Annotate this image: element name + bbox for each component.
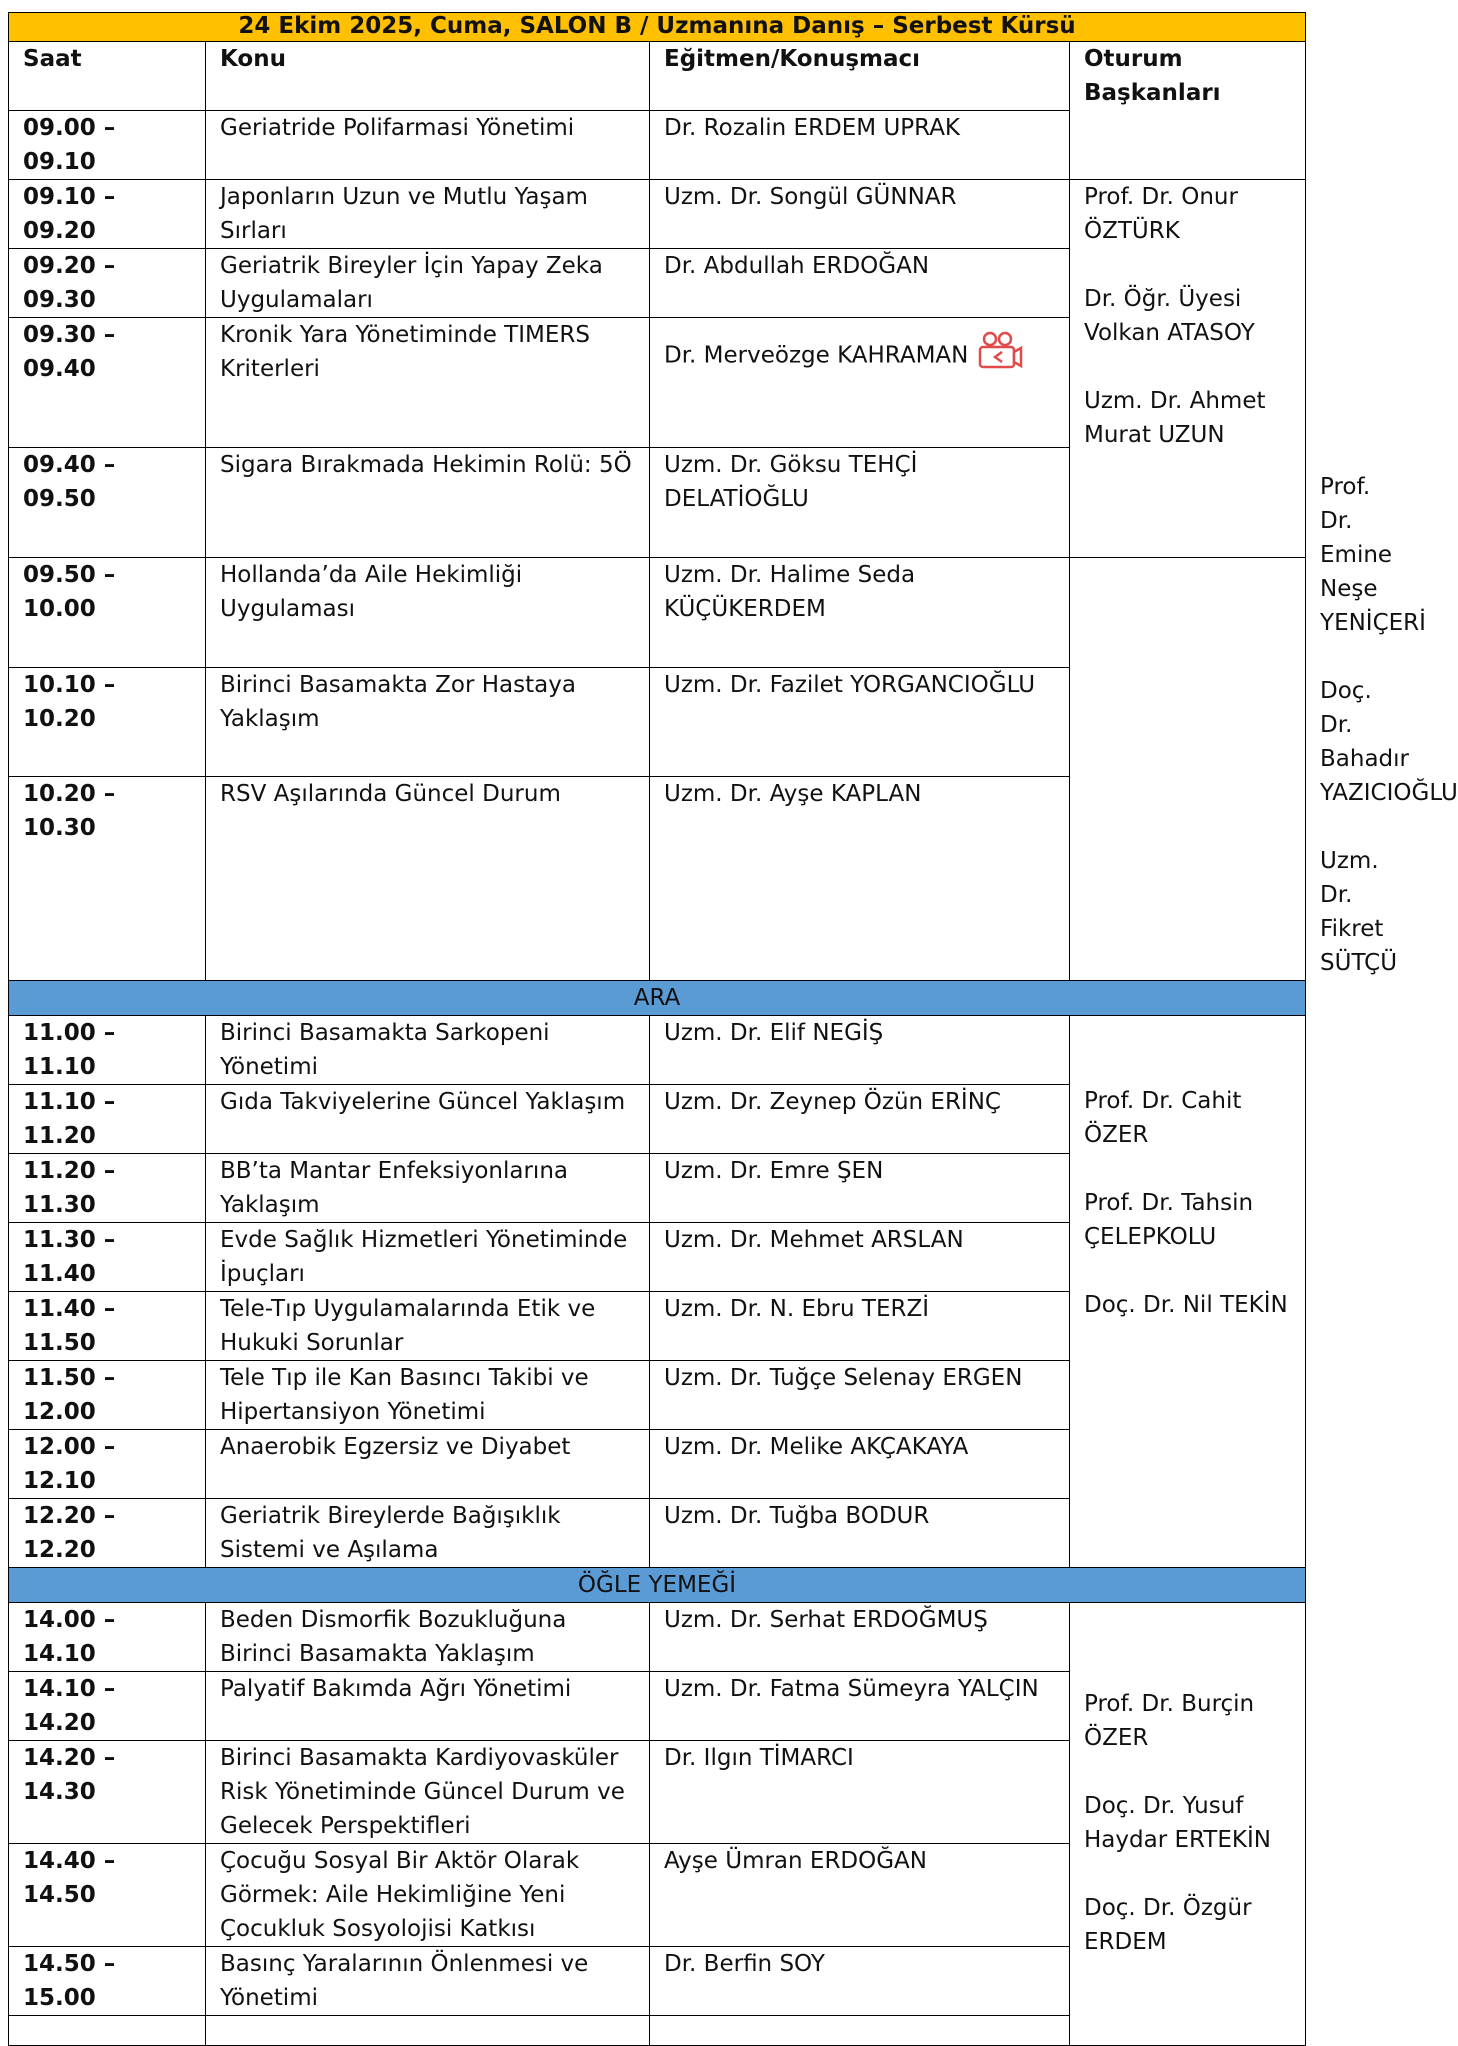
session-speaker: Ayşe Ümran ERDOĞAN <box>650 1844 1070 1947</box>
session-speaker: Uzm. Dr. Emre ŞEN <box>650 1154 1070 1223</box>
session-speaker: Uzm. Dr. Fatma Sümeyra YALÇIN <box>650 1672 1070 1741</box>
session-speaker: Uzm. Dr. Ayşe KAPLAN <box>650 777 1070 981</box>
session-topic: Birinci Basamakta Zor Hastaya Yaklaşım <box>206 667 650 777</box>
session-topic: Geriatrik Bireyler İçin Yapay Zeka Uygulamaları <box>206 249 650 318</box>
session-speaker-cell <box>650 318 1070 448</box>
session-topic: Japonların Uzun ve Mutlu Yaşam Sırları <box>206 180 650 249</box>
chair-name: Doç. Dr. Özgür ERDEM <box>1084 1895 1252 1955</box>
table-row <box>9 667 1306 777</box>
session-topic: Palyatif Bakımda Ağrı Yönetimi <box>206 1672 650 1741</box>
session-time: 10.10 – 10.20 <box>9 667 206 777</box>
program-document <box>8 12 1458 2046</box>
empty-cell <box>650 2016 1070 2046</box>
session-chairs <box>1070 1016 1306 1568</box>
session-topic: Tele Tıp ile Kan Basıncı Takibi ve Hipertansiyon Yönetimi <box>206 1361 650 1430</box>
table-row <box>9 557 1306 667</box>
session-topic: Hollanda’da Aile Hekimliği Uygulaması <box>206 557 650 667</box>
session-time: 09.50 – 10.00 <box>9 557 206 667</box>
session-speaker: Uzm. Dr. Fazilet YORGANCIOĞLU <box>650 667 1070 777</box>
session-topic: Basınç Yaralarının Önlenmesi ve Yönetimi <box>206 1947 650 2016</box>
session-speaker: Uzm. Dr. Zeynep Özün ERİNÇ <box>650 1085 1070 1154</box>
session-time: 11.00 – 11.10 <box>9 1016 206 1085</box>
session-time: 14.50 – 15.00 <box>9 1947 206 2016</box>
session-time: 09.00 – 09.10 <box>9 111 206 180</box>
table-row: 09.40 – 09.50 Sigara Bırakmada Hekimin Rolü: 5Ö Uzm. Dr. Göksu TEHÇİ DELATİOĞLU Prof. Dr. Emine Neşe YENİÇERİ Doç. Dr. Bahadır YAZICIOĞLU Uzm. Dr. Fikret SÜTÇÜ <box>9 448 1306 558</box>
session-topic: Geriatride Polifarmasi Yönetimi <box>206 111 650 180</box>
session-speaker: Uzm. Dr. Göksu TEHÇİ DELATİOĞLU <box>650 448 1070 558</box>
session-time: 09.30 – 09.40 <box>9 318 206 448</box>
session-time: 11.20 – 11.30 <box>9 1154 206 1223</box>
col-header-topic: Konu <box>206 42 650 111</box>
session-speaker: Uzm. Dr. Songül GÜNNAR <box>650 180 1070 249</box>
table-row <box>9 1603 1306 1672</box>
session-speaker: Dr. Rozalin ERDEM UPRAK <box>650 111 1070 180</box>
session-time: 09.40 – 09.50 <box>9 448 206 558</box>
lunch-band: ÖĞLE YEMEĞİ <box>9 1568 1306 1603</box>
session-topic: RSV Aşılarında Güncel Durum <box>206 777 650 981</box>
session-time: 09.20 – 09.30 <box>9 249 206 318</box>
session-time: 14.00 – 14.10 <box>9 1603 206 1672</box>
session-time: 14.40 – 14.50 <box>9 1844 206 1947</box>
session-speaker: Uzm. Dr. Tuğçe Selenay ERGEN <box>650 1361 1070 1430</box>
session-speaker: Uzm. Dr. N. Ebru TERZİ <box>650 1292 1070 1361</box>
empty-cell <box>206 2016 650 2046</box>
chair-name: Prof. Dr. Tahsin ÇELEPKOLU <box>1084 1190 1254 1250</box>
session-time: 09.10 – 09.20 <box>9 180 206 249</box>
session-speaker: Uzm. Dr. Halime Seda KÜÇÜKERDEM <box>650 557 1070 667</box>
col-header-speaker: Eğitmen/Konuşmacı <box>650 42 1070 111</box>
session-topic: Sigara Bırakmada Hekimin Rolü: 5Ö <box>206 448 650 558</box>
video-camera-icon <box>978 331 1022 381</box>
session-time: 14.20 – 14.30 <box>9 1741 206 1844</box>
chair-name: Doç. Dr. Yusuf Haydar ERTEKİN <box>1084 1793 1271 1853</box>
session-topic: Evde Sağlık Hizmetleri Yönetiminde İpuçları <box>206 1223 650 1292</box>
session-time: 11.10 – 11.20 <box>9 1085 206 1154</box>
session-time: 11.30 – 11.40 <box>9 1223 206 1292</box>
table-row <box>9 777 1306 981</box>
col-header-time: Saat <box>9 42 206 111</box>
session-speaker: Uzm. Dr. Melike AKÇAKAYA <box>650 1430 1070 1499</box>
session-speaker: Uzm. Dr. Tuğba BODUR <box>650 1499 1070 1568</box>
chair-name: Doç. Dr. Nil TEKİN <box>1084 1292 1288 1318</box>
session-speaker: Dr. Merveözge KAHRAMAN <box>664 342 969 369</box>
col-header-chairs: Oturum Başkanları <box>1070 42 1306 180</box>
session-speaker: Dr. Ilgın TİMARCI <box>650 1741 1070 1844</box>
day-title: 24 Ekim 2025, Cuma, SALON B / Uzmanına Danış – Serbest Kürsü <box>9 13 1306 42</box>
chair-name: Dr. Öğr. Üyesi Volkan ATASOY <box>1084 286 1255 346</box>
session-speaker: Dr. Abdullah ERDOĞAN <box>650 249 1070 318</box>
chair-name: Uzm. Dr. Ahmet Murat UZUN <box>1084 388 1266 448</box>
session-speaker: Uzm. Dr. Mehmet ARSLAN <box>650 1223 1070 1292</box>
session-topic: Geriatrik Bireylerde Bağışıklık Sistemi ve Aşılama <box>206 1499 650 1568</box>
session-topic: Birinci Basamakta Sarkopeni Yönetimi <box>206 1016 650 1085</box>
chair-name: Prof. Dr. Burçin ÖZER <box>1084 1691 1255 1751</box>
session-speaker: Uzm. Dr. Serhat ERDOĞMUŞ <box>650 1603 1070 1672</box>
session-topic: Anaerobik Egzersiz ve Diyabet <box>206 1430 650 1499</box>
column-header-row <box>9 42 1306 111</box>
session-time: 10.20 – 10.30 <box>9 777 206 981</box>
session-time: 11.40 – 11.50 <box>9 1292 206 1361</box>
empty-cell <box>9 2016 206 2046</box>
session-time: 11.50 – 12.00 <box>9 1361 206 1430</box>
program-table <box>8 12 1458 2046</box>
table-row <box>9 1016 1306 1085</box>
session-topic: BB’ta Mantar Enfeksiyonlarına Yaklaşım <box>206 1154 650 1223</box>
session-time: 12.20 – 12.20 <box>9 1499 206 1568</box>
session-chairs <box>1070 180 1306 558</box>
table-row <box>9 180 1306 249</box>
chair-name: Prof. Dr. Onur ÖZTÜRK <box>1084 184 1238 244</box>
session-speaker: Dr. Berfin SOY <box>650 1947 1070 2016</box>
session-chairs <box>1070 1603 1306 2046</box>
break-band: ARA <box>9 981 1306 1016</box>
session-topic: Kronik Yara Yönetiminde TIMERS Kriterleri <box>206 318 650 448</box>
session-speaker: Uzm. Dr. Elif NEGİŞ <box>650 1016 1070 1085</box>
session-topic: Gıda Takviyelerine Güncel Yaklaşım <box>206 1085 650 1154</box>
session-topic: Tele-Tıp Uygulamalarında Etik ve Hukuki Sorunlar <box>206 1292 650 1361</box>
session-topic: Birinci Basamakta Kardiyovasküler Risk Yönetiminde Güncel Durum ve Gelecek Perspektifleri <box>206 1741 650 1844</box>
session-time: 14.10 – 14.20 <box>9 1672 206 1741</box>
chair-name: Prof. Dr. Cahit ÖZER <box>1084 1088 1242 1148</box>
session-topic: Çocuğu Sosyal Bir Aktör Olarak Görmek: Aile Hekimliğine Yeni Çocukluk Sosyolojisi Katkısı <box>206 1844 650 1947</box>
session-time: 12.00 – 12.10 <box>9 1430 206 1499</box>
session-topic: Beden Dismorfik Bozukluğuna Birinci Basamakta Yaklaşım <box>206 1603 650 1672</box>
